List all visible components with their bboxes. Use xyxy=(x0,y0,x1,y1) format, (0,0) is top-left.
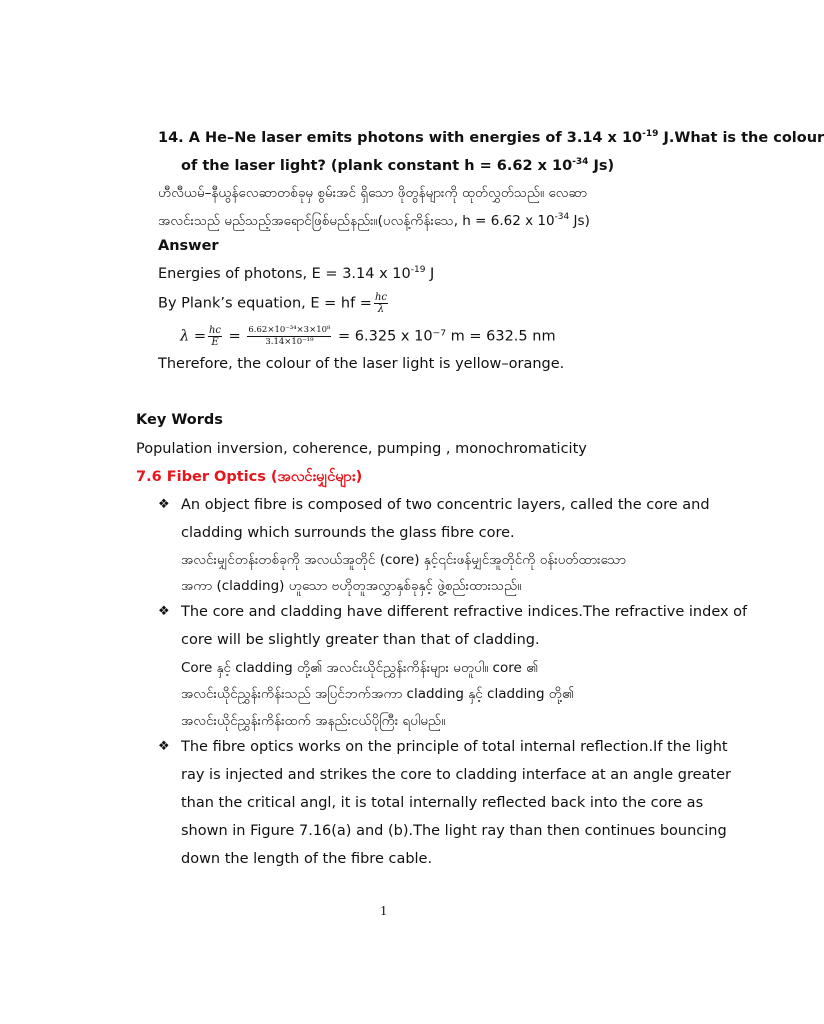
bullet3-line-4: shown in Figure 7.16(a) and (b).The light ray than then continues bouncing xyxy=(181,823,727,839)
keywords-heading: Key Words xyxy=(136,412,223,428)
question-myanmar-1: ဟီလီယမ်–နီယွန်လေဆာတစ်ခုမှ စွမ်းအင် ရှိသော ဖိုတွန်များကို ထုတ်လွှတ်သည်။ လေဆာ xyxy=(158,185,588,201)
bullet2-line-2: core will be slightly greater than that of cladding. xyxy=(181,632,540,648)
bullet3-line-1: The fibre optics works on the principle of total internal reflection.If the light xyxy=(181,739,728,755)
bullet1-line-2: cladding which surrounds the glass fibre core. xyxy=(181,525,515,541)
bullet-icon: ❖ xyxy=(158,604,170,619)
planck-equation: By Plank’s equation, E = hf = $\frac{hc}{\lambda}$ xyxy=(158,292,387,315)
bullet3-line-3: than the critical angl, it is total internally reflected back into the core as xyxy=(181,795,704,811)
page-number: 1 xyxy=(380,904,387,919)
numeric-fraction: $\frac{\text{6.62×10⁻³⁴×3×10⁸}}{\text{3.14×10⁻¹⁹}}$ xyxy=(248,325,331,347)
bullet1-line-1: An object fibre is composed of two concentric layers, called the core and xyxy=(181,497,710,513)
hc-over-e-fraction: $\frac{hc}{E}$ xyxy=(208,325,222,348)
bullet2-myanmar-2: အလင်းယိုင်ညွှန်းကိန်းသည် အပြင်ဘက်အကာ cladding နှင့် cladding တို့၏ xyxy=(181,686,574,702)
bullet1-myanmar-2: အကာ (cladding) ဟူသော ဗဟိုတူအလွှာနှစ်ခုနှင့် ဖွဲ့စည်းထားသည်။ xyxy=(181,578,522,594)
question-line-1: 14. A He–Ne laser emits photons with energies of 3.14 x $10^{-19}$ J.What is the colour xyxy=(158,129,824,146)
keywords-text: Population inversion, coherence, pumping , monochromaticity xyxy=(136,441,587,457)
bullet-icon: ❖ xyxy=(158,497,170,512)
energy-statement: Energies of photons, E = 3.14 x $10^{-19}$ J xyxy=(158,265,435,282)
answer-conclusion: Therefore, the colour of the laser light is yellow–orange. xyxy=(158,356,565,372)
answer-heading: Answer xyxy=(158,238,219,254)
bullet2-line-1: The core and cladding have different refractive indices.The refractive index of xyxy=(181,604,748,620)
wavelength-calculation: λ = $\frac{hc}{E}$ = $\frac{\text{6.62×10⁻³⁴×3×10⁸}}{\text{3.14×10⁻¹⁹}}$ = 6.325 x 10⁻⁷ m = 632.5 nm xyxy=(180,325,556,348)
planck-fraction: $\frac{hc}{\lambda}$ xyxy=(374,292,387,315)
question-line-2: of the laser light? (plank constant h = 6.62 x $10^{-34}$ Js) xyxy=(181,157,615,174)
bullet1-myanmar-1: အလင်းမျှင်တန်းတစ်ခုကို အလယ်အူတိုင် (core) နှင့်၎င်းဖန်မျှင်အူတိုင်ကို ဝန်းပတ်ထားသော xyxy=(181,552,626,568)
question-myanmar-2: အလင်းသည် မည်သည့်အရောင်ဖြစ်မည်နည်း။(ပလန့်ကိန်းသေ, h = 6.62 x $10^{-34}$ Js) xyxy=(158,212,590,229)
bullet2-myanmar-3: အလင်းယိုင်ညွှန်းကိန်းထက် အနည်းငယ်ပိုကြီး ရပါမည်။ xyxy=(181,713,446,729)
bullet2-myanmar-1: Core နှင့် cladding တို့၏ အလင်းယိုင်ညွှန်းကိန်းများ မတူပါ။ core ၏ xyxy=(181,660,539,676)
bullet-icon: ❖ xyxy=(158,739,170,754)
bullet3-line-2: ray is injected and strikes the core to cladding interface at an angle greater xyxy=(181,767,731,783)
section-title: 7.6 Fiber Optics (အလင်းမျှင်များ) xyxy=(136,469,363,485)
bullet3-line-5: down the length of the fibre cable. xyxy=(181,851,433,867)
